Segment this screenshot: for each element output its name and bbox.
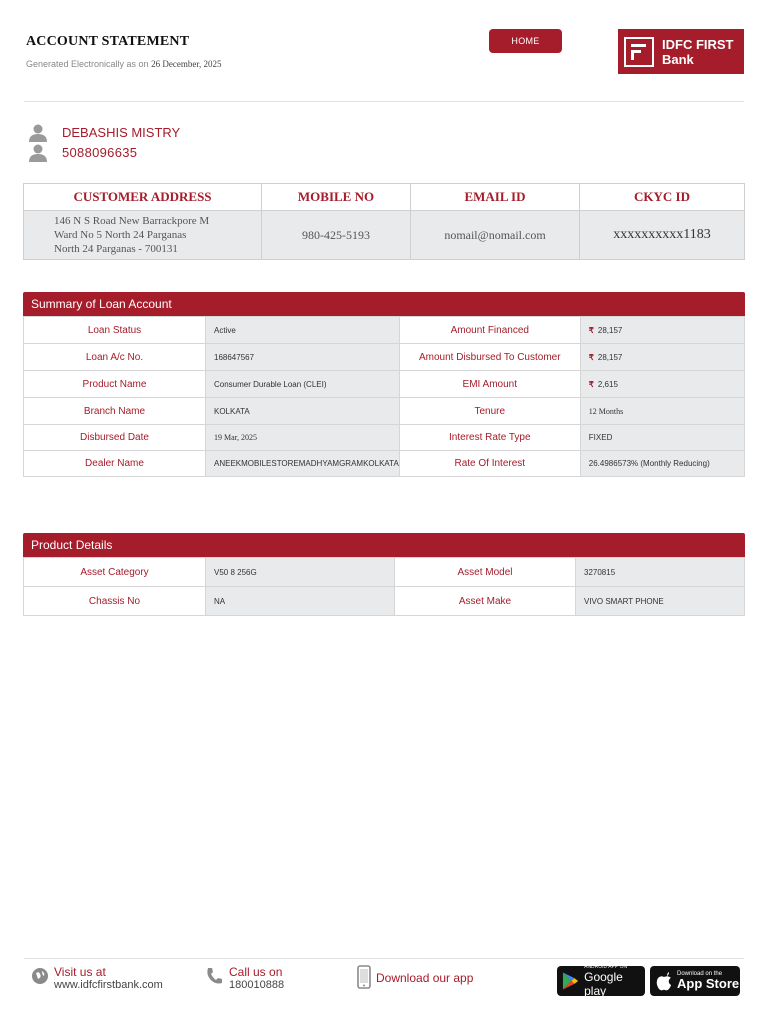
field-label-text: Amount Financed [450, 324, 529, 336]
field-value-text: 19 Mar, 2025 [214, 433, 258, 442]
field-value-text: 26.4986573% (Monthly Reducing) [588, 459, 710, 468]
logo-line2: Bank [662, 51, 694, 67]
table-row [24, 558, 745, 587]
logo-line1: IDFC FIRST [662, 36, 734, 52]
field-value [580, 451, 744, 477]
field-value [576, 587, 745, 616]
field-label-text: Dealer Name [85, 458, 144, 469]
field-label-text: Loan A/c No. [85, 351, 144, 363]
field-label-text: Loan Status [87, 324, 142, 336]
header-ckyc-id: CKYC ID [580, 184, 745, 211]
field-value-text: VIVO SMART PHONE [584, 596, 664, 606]
customer-address [24, 211, 262, 260]
google-play-small: ANDROID APP ON [584, 964, 628, 970]
table-row [24, 317, 745, 344]
home-button[interactable]: HOME [489, 29, 562, 53]
app-store-badge[interactable] [650, 966, 740, 996]
loan-summary-table [23, 316, 745, 477]
call-us[interactable] [229, 965, 284, 991]
field-label [399, 425, 580, 451]
field-label-text: Asset Model [457, 566, 513, 578]
customer-name: DEBASHIS MISTRY [62, 125, 181, 140]
field-value-text: 28,157 [597, 325, 623, 335]
field-value [206, 587, 395, 616]
call-number[interactable]: 180010888 [229, 979, 285, 991]
header-email-id: EMAIL ID [411, 184, 580, 211]
field-value [206, 425, 400, 451]
call-label: Call us on [229, 965, 283, 979]
field-value [206, 451, 400, 477]
field-label-text: Disbursed Date [80, 432, 149, 443]
field-value [580, 398, 744, 425]
field-value-text: 3270815 [584, 567, 616, 577]
header-mobile-no: MOBILE NO [262, 184, 411, 211]
rupee-icon: ₹ [588, 379, 594, 389]
ckyc-id: xxxxxxxxxx1183 [580, 211, 745, 260]
field-label-text: EMI Amount [462, 378, 518, 390]
field-label-text: Interest Rate Type [449, 432, 531, 443]
apple-icon [656, 972, 672, 991]
field-label [399, 451, 580, 477]
field-value [206, 558, 395, 587]
field-value-text: 2,615 [597, 379, 618, 389]
product-details-title: Product Details [23, 533, 745, 557]
rupee-icon: ₹ [588, 352, 594, 362]
field-value [206, 371, 400, 398]
visit-us[interactable] [54, 965, 163, 991]
address-line: 146 N S Road New Barrackpore M [54, 215, 210, 227]
google-play-icon [562, 971, 579, 991]
google-play-badge[interactable] [557, 966, 645, 996]
field-label [24, 317, 206, 344]
field-value [206, 317, 400, 344]
header-customer-address: CUSTOMER ADDRESS [24, 184, 262, 211]
field-label-text: Rate Of Interest [454, 458, 526, 469]
field-label-text: Tenure [474, 405, 506, 417]
field-label [395, 587, 576, 616]
field-label [24, 587, 206, 616]
generated-prefix: Generated Electronically as on [26, 59, 149, 69]
mobile-phone-icon [357, 965, 371, 989]
field-value-text: 168647567 [214, 352, 255, 362]
address-line: North 24 Parganas - 700131 [54, 243, 178, 255]
footer-divider [24, 958, 744, 959]
loan-summary-title: Summary of Loan Account [23, 292, 745, 316]
phone-icon [205, 966, 223, 986]
field-value-text: Consumer Durable Loan (CLEI) [214, 379, 327, 389]
field-label [399, 398, 580, 425]
table-row [24, 425, 745, 451]
table-row [24, 398, 745, 425]
table-row [24, 451, 745, 477]
customer-info-table [23, 183, 745, 260]
field-label [24, 425, 206, 451]
field-label-text: Product Name [82, 378, 147, 390]
user-icon [28, 124, 48, 142]
bank-logo [618, 29, 744, 74]
field-label [24, 371, 206, 398]
field-label [395, 558, 576, 587]
logo-mark-icon [624, 37, 654, 67]
field-value-text: V50 8 256G [214, 567, 257, 577]
field-value [580, 371, 744, 398]
globe-icon [31, 967, 49, 985]
header-divider [24, 101, 744, 102]
table-row [24, 344, 745, 371]
field-label-text: Asset Make [458, 595, 512, 607]
field-value-text: KOLKATA [214, 406, 250, 416]
customer-id: 5088096635 [62, 145, 138, 160]
visit-label: Visit us at [54, 965, 106, 979]
field-value [206, 344, 400, 371]
field-label [24, 344, 206, 371]
field-value [580, 425, 744, 451]
google-play-big: Google play [584, 970, 623, 998]
generated-note [26, 59, 221, 69]
download-app-label: Download our app [376, 971, 474, 985]
field-value-text: ANEEKMOBILESTOREMADHYAMGRAMKOLKATA [214, 459, 399, 468]
field-value [580, 344, 744, 371]
field-value [576, 558, 745, 587]
app-store-big: App Store [677, 976, 740, 991]
product-details-table [23, 557, 745, 616]
app-store-small: Download on the [677, 971, 723, 977]
field-label [24, 451, 206, 477]
table-row [24, 371, 745, 398]
field-label [24, 558, 206, 587]
field-label-text: Chassis No [88, 595, 141, 607]
field-label [399, 344, 580, 371]
field-label [399, 371, 580, 398]
logo-text [662, 37, 734, 67]
address-line: Ward No 5 North 24 Parganas [54, 229, 187, 241]
visit-url[interactable]: www.idfcfirstbank.com [54, 979, 163, 991]
field-value-text: NA [214, 596, 226, 606]
field-label-text: Amount Disbursed To Customer [419, 351, 561, 363]
generated-date: 26 December, 2025 [151, 59, 222, 69]
page-title: ACCOUNT STATEMENT [26, 34, 190, 49]
field-value [580, 317, 744, 344]
field-value-text: FIXED [588, 433, 613, 442]
rupee-icon: ₹ [588, 325, 594, 335]
field-label [399, 317, 580, 344]
field-label-text: Asset Category [80, 566, 149, 578]
mobile-no: 980-425-5193 [262, 211, 411, 260]
field-value-text: 28,157 [597, 352, 623, 362]
field-label-text: Branch Name [83, 405, 146, 417]
field-value-text: 12 Months [588, 406, 624, 416]
email-id: nomail@nomail.com [411, 211, 580, 260]
user-id-icon [28, 144, 48, 162]
field-label [24, 398, 206, 425]
table-row [24, 587, 745, 616]
field-value [206, 398, 400, 425]
field-value-text: Active [214, 325, 236, 335]
